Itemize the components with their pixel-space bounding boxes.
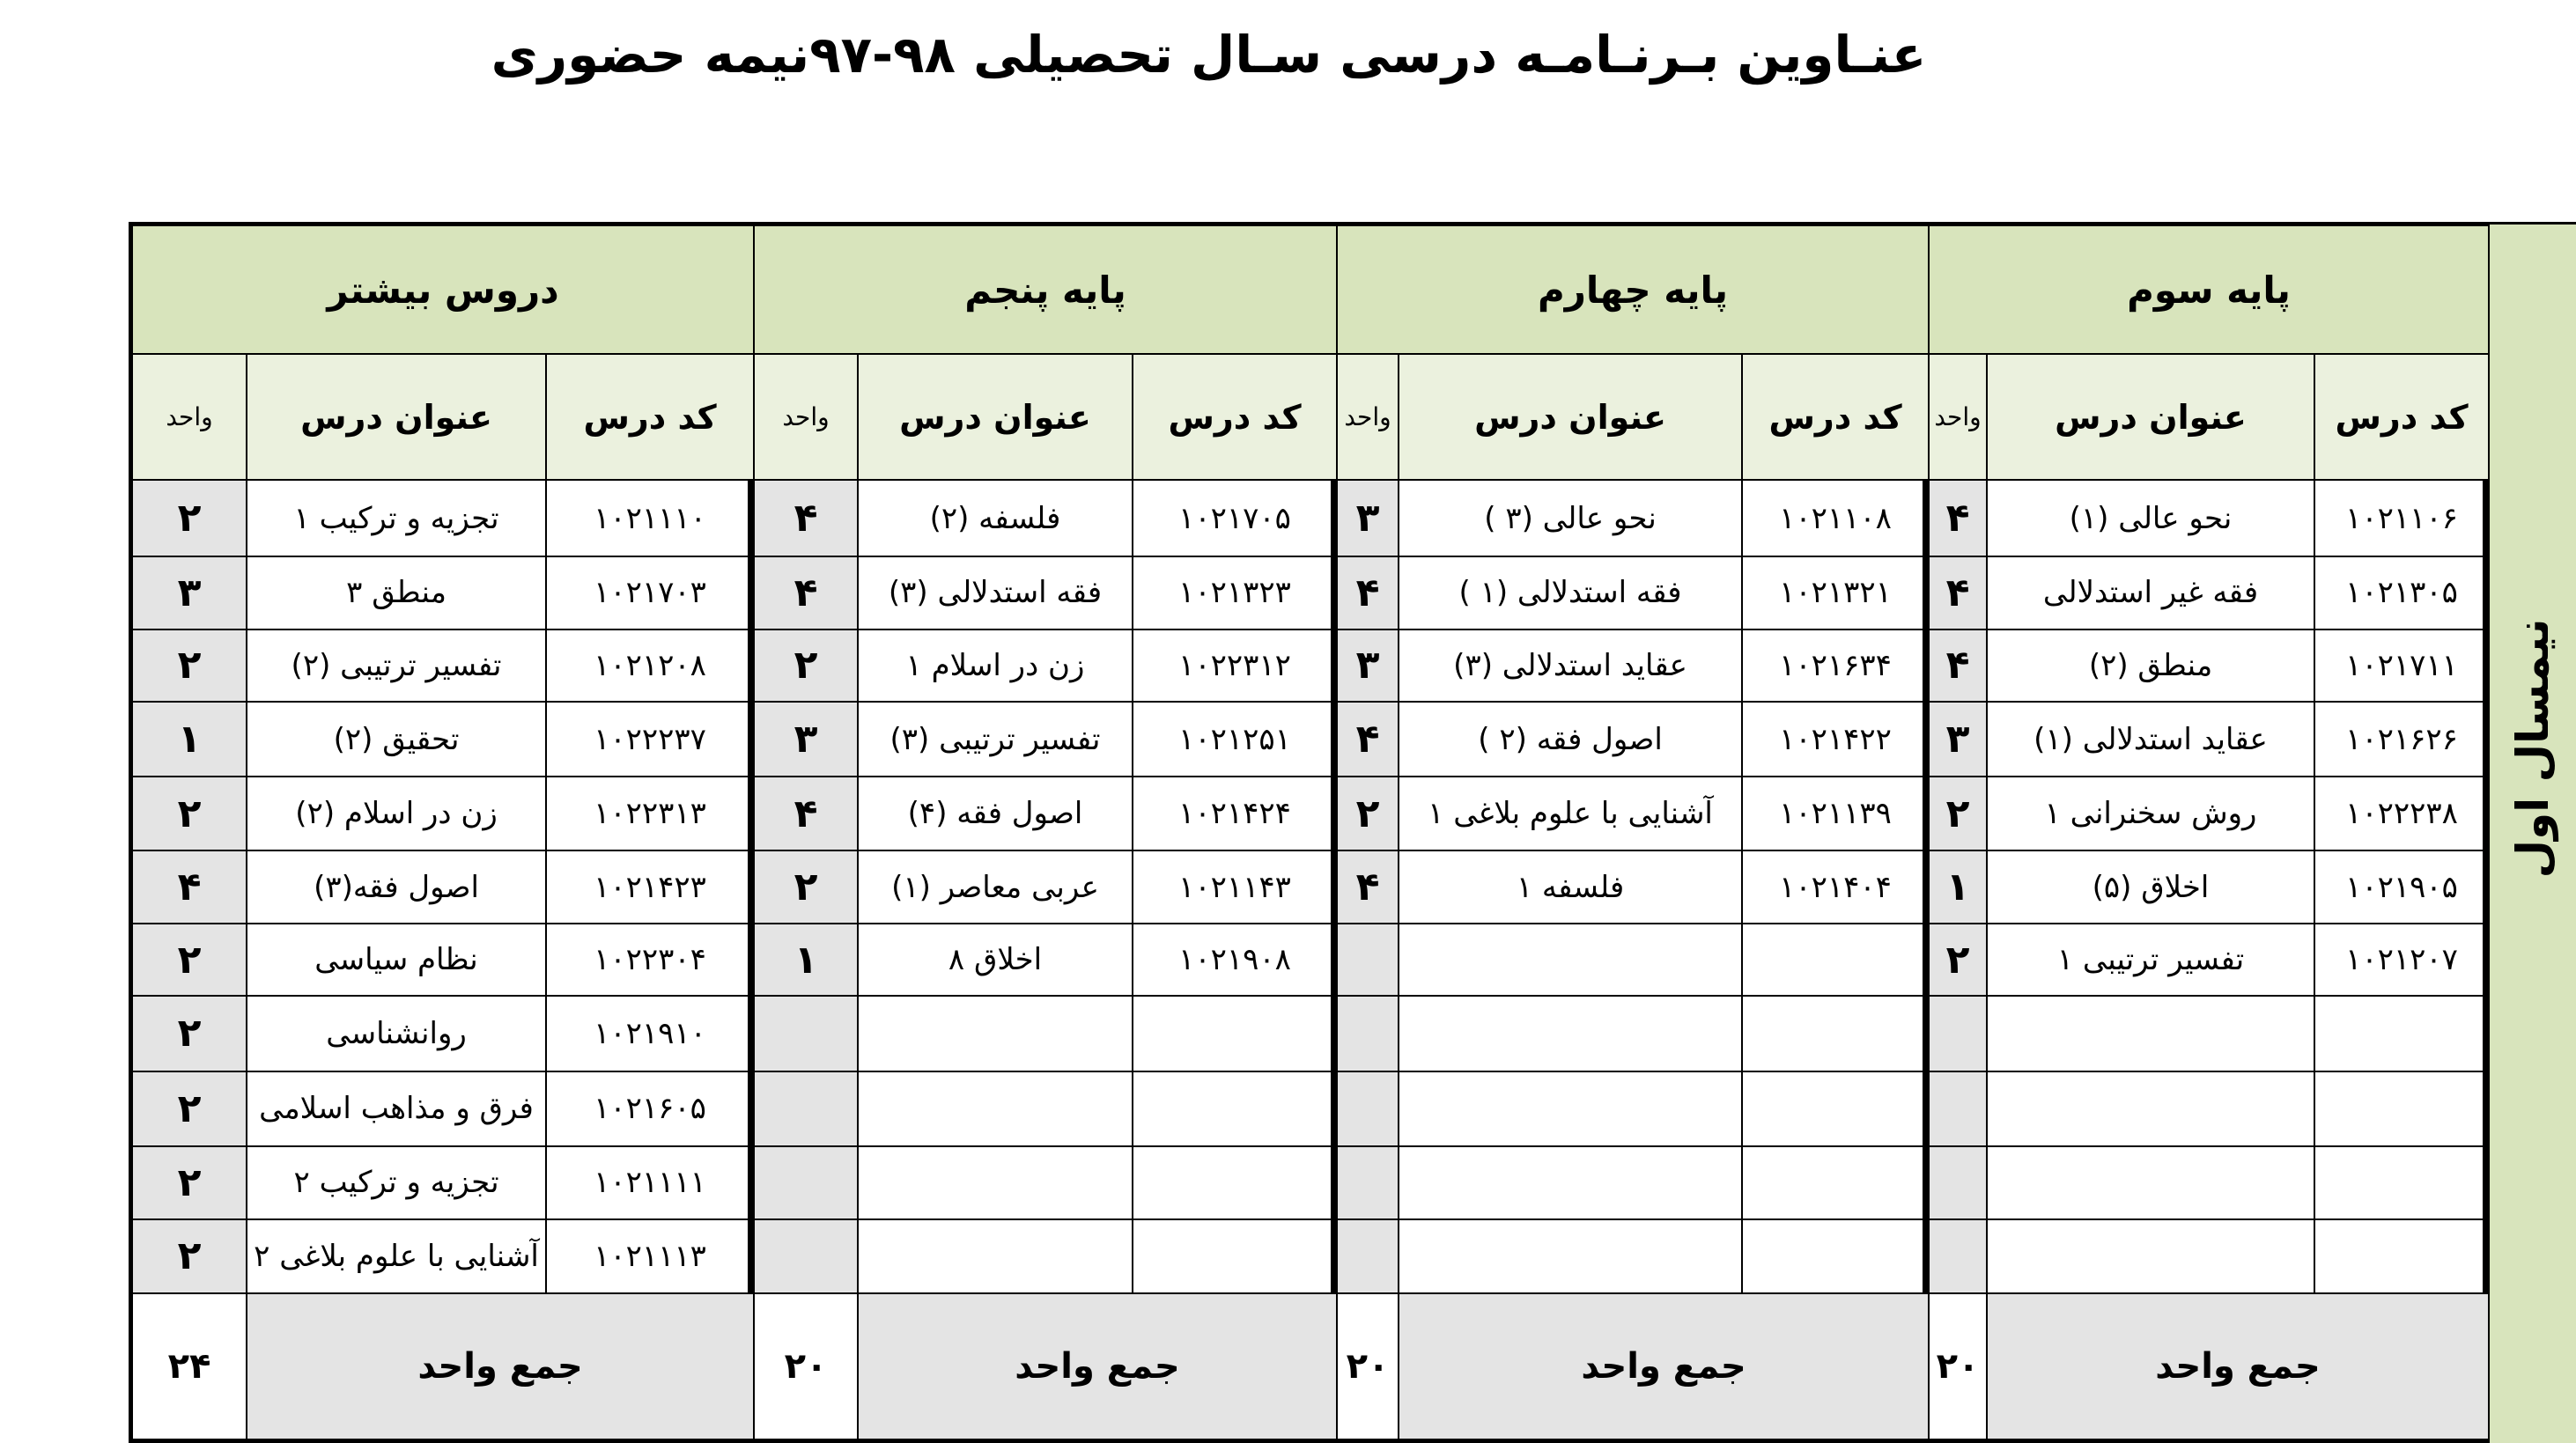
total-label: جمع واحد xyxy=(247,1293,754,1439)
title-header: عنوان درس xyxy=(1987,354,2314,480)
code-header: کد درس xyxy=(546,354,754,480)
course-title xyxy=(1987,996,2314,1071)
course-unit xyxy=(1337,1219,1399,1293)
course-title: نحو عالی (۱) xyxy=(1987,480,2314,556)
course-title: منطق (۲) xyxy=(1987,629,2314,702)
course-code: ۱۰۲۱۱۱۰ xyxy=(546,480,754,556)
course-code: ۱۰۲۱۱۴۳ xyxy=(1133,850,1337,923)
course-unit: ۴ xyxy=(1929,629,1987,702)
course-code xyxy=(1742,996,1929,1071)
course-title: فلسفه ۱ xyxy=(1399,850,1742,923)
grade-table-extra xyxy=(129,222,750,1443)
table-row xyxy=(754,1219,1337,1293)
grade-name: پایه پنجم xyxy=(754,225,1337,354)
semester-label: نیمسال اول xyxy=(2507,618,2558,879)
total-label: جمع واحد xyxy=(1399,1293,1929,1439)
course-code xyxy=(1742,1071,1929,1147)
course-title: اصول فقه(۳) xyxy=(247,850,546,923)
table-row xyxy=(754,480,1337,556)
course-code: ۱۰۲۱۲۵۱ xyxy=(1133,702,1337,777)
course-unit: ۴ xyxy=(1929,556,1987,629)
course-code xyxy=(2314,996,2489,1071)
course-title: عقاید استدلالی (۱) xyxy=(1987,702,2314,777)
course-title: تفسیر ترتیبی (۲) xyxy=(247,629,546,702)
course-title: اصول فقه (۴) xyxy=(858,777,1133,850)
total-value: ۲۰ xyxy=(754,1293,858,1439)
table-row xyxy=(1337,629,1929,702)
course-unit: ۴ xyxy=(754,556,858,629)
total-row xyxy=(132,1293,754,1439)
course-unit: ۲ xyxy=(132,480,247,556)
course-title xyxy=(858,1219,1133,1293)
course-code xyxy=(1133,1071,1337,1147)
table-row xyxy=(1929,480,2489,556)
course-unit xyxy=(754,1146,858,1218)
table-row xyxy=(754,629,1337,702)
column-header-row xyxy=(1337,354,1929,480)
total-row xyxy=(1929,1293,2489,1439)
table-row xyxy=(1929,1146,2489,1218)
course-title xyxy=(858,1146,1133,1218)
table-row xyxy=(132,480,754,556)
course-title: فقه استدلالی (۱ ) xyxy=(1399,556,1742,629)
course-code: ۱۰۲۱۱۱۳ xyxy=(546,1219,754,1293)
grade-header-row xyxy=(1929,225,2489,354)
table-row xyxy=(1929,556,2489,629)
course-unit xyxy=(1929,1071,1987,1147)
table-row xyxy=(132,1146,754,1218)
course-unit: ۲ xyxy=(754,850,858,923)
grade-name: دروس بیشتر xyxy=(132,225,754,354)
course-title: اخلاق (۵) xyxy=(1987,850,2314,923)
course-unit xyxy=(1929,1146,1987,1218)
course-title: نحو عالی (۳ ) xyxy=(1399,480,1742,556)
course-unit: ۴ xyxy=(754,777,858,850)
course-unit: ۲ xyxy=(754,629,858,702)
course-title xyxy=(1399,996,1742,1071)
course-unit: ۲ xyxy=(132,1071,247,1147)
table-row xyxy=(754,924,1337,996)
course-code: ۱۰۲۱۶۳۴ xyxy=(1742,629,1929,702)
course-unit: ۱ xyxy=(1929,850,1987,923)
title-header: عنوان درس xyxy=(247,354,546,480)
course-unit: ۴ xyxy=(1337,850,1399,923)
column-header-row xyxy=(132,354,754,480)
grade-table-3 xyxy=(1925,222,2485,1443)
table-row xyxy=(754,850,1337,923)
course-code: ۱۰۲۱۱۳۹ xyxy=(1742,777,1929,850)
course-title: روانشناسی xyxy=(247,996,546,1071)
course-unit xyxy=(754,996,858,1071)
grade-header-row xyxy=(754,225,1337,354)
course-code: ۱۰۲۱۳۲۳ xyxy=(1133,556,1337,629)
course-title: تحقیق (۲) xyxy=(247,702,546,777)
course-unit: ۳ xyxy=(1337,480,1399,556)
table-row xyxy=(1337,556,1929,629)
course-unit: ۲ xyxy=(1337,777,1399,850)
course-title: زن در اسلام (۲) xyxy=(247,777,546,850)
course-title xyxy=(1987,1219,2314,1293)
table-row xyxy=(1337,1146,1929,1218)
course-unit: ۱ xyxy=(754,924,858,996)
course-title: منطق ۳ xyxy=(247,556,546,629)
table-row xyxy=(754,996,1337,1071)
course-code: ۱۰۲۱۹۰۸ xyxy=(1133,924,1337,996)
table-row xyxy=(132,924,754,996)
course-unit: ۲ xyxy=(132,996,247,1071)
course-table xyxy=(131,225,755,1440)
table-row xyxy=(132,702,754,777)
course-unit xyxy=(1337,1146,1399,1218)
course-unit: ۴ xyxy=(132,850,247,923)
column-header-row xyxy=(1929,354,2489,480)
course-code: ۱۰۲۱۹۰۵ xyxy=(2314,850,2489,923)
course-unit: ۲ xyxy=(1929,924,1987,996)
course-code: ۱۰۲۱۶۲۶ xyxy=(2314,702,2489,777)
course-code: ۱۰۲۱۱۱۱ xyxy=(546,1146,754,1218)
course-code: ۱۰۲۱۳۰۵ xyxy=(2314,556,2489,629)
table-row xyxy=(132,1219,754,1293)
course-unit: ۲ xyxy=(1929,777,1987,850)
code-header: کد درس xyxy=(1742,354,1929,480)
table-row xyxy=(1929,996,2489,1071)
grade-header-row xyxy=(1337,225,1929,354)
course-code xyxy=(1133,996,1337,1071)
title-header: عنوان درس xyxy=(1399,354,1742,480)
unit-header: واحد xyxy=(1337,354,1399,480)
course-title: آشنایی با علوم بلاغی ۱ xyxy=(1399,777,1742,850)
course-title xyxy=(1987,1071,2314,1147)
total-row xyxy=(754,1293,1337,1439)
unit-header: واحد xyxy=(132,354,247,480)
course-unit: ۳ xyxy=(1929,702,1987,777)
course-unit xyxy=(1929,996,1987,1071)
course-code: ۱۰۲۱۴۲۳ xyxy=(546,850,754,923)
course-title: عقاید استدلالی (۳) xyxy=(1399,629,1742,702)
course-code: ۱۰۲۱۱۰۸ xyxy=(1742,480,1929,556)
table-row xyxy=(754,702,1337,777)
course-code: ۱۰۲۲۳۱۲ xyxy=(1133,629,1337,702)
course-unit xyxy=(754,1219,858,1293)
title-header: عنوان درس xyxy=(858,354,1133,480)
grade-table-5 xyxy=(750,222,1333,1443)
course-unit xyxy=(1337,996,1399,1071)
course-title: آشنایی با علوم بلاغی ۲ xyxy=(247,1219,546,1293)
course-unit: ۴ xyxy=(1929,480,1987,556)
course-unit xyxy=(1337,1071,1399,1147)
total-value: ۲۰ xyxy=(1929,1293,1987,1439)
course-title xyxy=(1399,1146,1742,1218)
table-row xyxy=(1337,1219,1929,1293)
table-row xyxy=(1929,1219,2489,1293)
table-row xyxy=(754,1071,1337,1147)
course-code xyxy=(1742,924,1929,996)
course-title: اخلاق ۸ xyxy=(858,924,1133,996)
course-unit: ۳ xyxy=(132,556,247,629)
course-unit xyxy=(1337,924,1399,996)
course-title xyxy=(1987,1146,2314,1218)
course-code: ۱۰۲۱۴۰۴ xyxy=(1742,850,1929,923)
table-row xyxy=(132,556,754,629)
course-code xyxy=(1742,1146,1929,1218)
course-unit: ۲ xyxy=(132,1219,247,1293)
course-code: ۱۰۲۱۲۰۸ xyxy=(546,629,754,702)
code-header: کد درس xyxy=(2314,354,2489,480)
course-title: عربی معاصر (۱) xyxy=(858,850,1133,923)
course-unit: ۴ xyxy=(1337,702,1399,777)
course-title: تجزیه و ترکیب ۲ xyxy=(247,1146,546,1218)
course-unit: ۳ xyxy=(754,702,858,777)
table-row xyxy=(1337,996,1929,1071)
course-code: ۱۰۲۲۳۰۴ xyxy=(546,924,754,996)
course-code: ۱۰۲۱۴۲۲ xyxy=(1742,702,1929,777)
course-title: تفسیر ترتیبی (۳) xyxy=(858,702,1133,777)
course-title: تفسیر ترتیبی ۱ xyxy=(1987,924,2314,996)
course-unit: ۴ xyxy=(1337,556,1399,629)
course-code: ۱۰۲۱۴۲۴ xyxy=(1133,777,1337,850)
course-title: زن در اسلام ۱ xyxy=(858,629,1133,702)
course-table xyxy=(1928,225,2490,1440)
course-code xyxy=(2314,1219,2489,1293)
semester-bar xyxy=(2485,222,2576,1443)
course-code xyxy=(2314,1071,2489,1147)
course-code: ۱۰۲۱۶۰۵ xyxy=(546,1071,754,1147)
course-code xyxy=(1742,1219,1929,1293)
course-title xyxy=(858,1071,1133,1147)
course-title: نظام سیاسی xyxy=(247,924,546,996)
course-code: ۱۰۲۱۷۰۵ xyxy=(1133,480,1337,556)
table-row xyxy=(1337,850,1929,923)
course-title: روش سخنرانی ۱ xyxy=(1987,777,2314,850)
column-header-row xyxy=(754,354,1337,480)
course-table xyxy=(753,225,1338,1440)
table-row xyxy=(1337,924,1929,996)
table-row xyxy=(1929,777,2489,850)
course-table xyxy=(1336,225,1930,1440)
total-label: جمع واحد xyxy=(1987,1293,2489,1439)
table-row xyxy=(132,850,754,923)
table-row xyxy=(132,777,754,850)
table-row xyxy=(132,996,754,1071)
course-unit xyxy=(754,1071,858,1147)
course-title xyxy=(1399,924,1742,996)
course-code: ۱۰۲۱۷۰۳ xyxy=(546,556,754,629)
table-row xyxy=(1337,777,1929,850)
course-code: ۱۰۲۱۱۰۶ xyxy=(2314,480,2489,556)
table-row xyxy=(132,1071,754,1147)
course-code: ۱۰۲۲۲۳۷ xyxy=(546,702,754,777)
table-row xyxy=(1337,480,1929,556)
course-title: فلسفه (۲) xyxy=(858,480,1133,556)
course-code: ۱۰۲۱۳۲۱ xyxy=(1742,556,1929,629)
course-code xyxy=(2314,1146,2489,1218)
table-row xyxy=(1337,702,1929,777)
course-code xyxy=(1133,1146,1337,1218)
page-title: عنـاوین بـرنـامـه درسی سـال تحصیلی ۹۸-۹۷نیمه حضوری xyxy=(491,25,1927,85)
course-code: ۱۰۲۲۲۳۸ xyxy=(2314,777,2489,850)
course-code: ۱۰۲۲۳۱۳ xyxy=(546,777,754,850)
total-label: جمع واحد xyxy=(858,1293,1337,1439)
course-unit: ۴ xyxy=(754,480,858,556)
course-code: ۱۰۲۱۹۱۰ xyxy=(546,996,754,1071)
course-code xyxy=(1133,1219,1337,1293)
table-row xyxy=(1929,1071,2489,1147)
total-value: ۲۰ xyxy=(1337,1293,1399,1439)
course-unit: ۳ xyxy=(1337,629,1399,702)
unit-header: واحد xyxy=(754,354,858,480)
grade-name: پایه چهارم xyxy=(1337,225,1929,354)
table-row xyxy=(754,1146,1337,1218)
total-row xyxy=(1337,1293,1929,1439)
course-title: فقه استدلالی (۳) xyxy=(858,556,1133,629)
course-title: تجزیه و ترکیب ۱ xyxy=(247,480,546,556)
course-code: ۱۰۲۱۷۱۱ xyxy=(2314,629,2489,702)
course-title xyxy=(1399,1219,1742,1293)
table-row xyxy=(132,629,754,702)
course-unit xyxy=(1929,1219,1987,1293)
course-unit: ۲ xyxy=(132,924,247,996)
code-header: کد درس xyxy=(1133,354,1337,480)
table-row xyxy=(1337,1071,1929,1147)
course-title xyxy=(1399,1071,1742,1147)
grade-table-4 xyxy=(1333,222,1925,1443)
course-title xyxy=(858,996,1133,1071)
course-unit: ۲ xyxy=(132,629,247,702)
course-code: ۱۰۲۱۲۰۷ xyxy=(2314,924,2489,996)
table-row xyxy=(1929,702,2489,777)
table-row xyxy=(1929,924,2489,996)
unit-header: واحد xyxy=(1929,354,1987,480)
course-unit: ۲ xyxy=(132,1146,247,1218)
table-row xyxy=(1929,850,2489,923)
grade-name: پایه سوم xyxy=(1929,225,2489,354)
table-row xyxy=(754,556,1337,629)
table-row xyxy=(1929,629,2489,702)
course-title: فرق و مذاهب اسلامی xyxy=(247,1071,546,1147)
course-unit: ۱ xyxy=(132,702,247,777)
course-title: اصول فقه (۲ ) xyxy=(1399,702,1742,777)
total-value: ۲۴ xyxy=(132,1293,247,1439)
grade-header-row xyxy=(132,225,754,354)
course-title: فقه غیر استدلالی xyxy=(1987,556,2314,629)
course-unit: ۲ xyxy=(132,777,247,850)
table-row xyxy=(754,777,1337,850)
